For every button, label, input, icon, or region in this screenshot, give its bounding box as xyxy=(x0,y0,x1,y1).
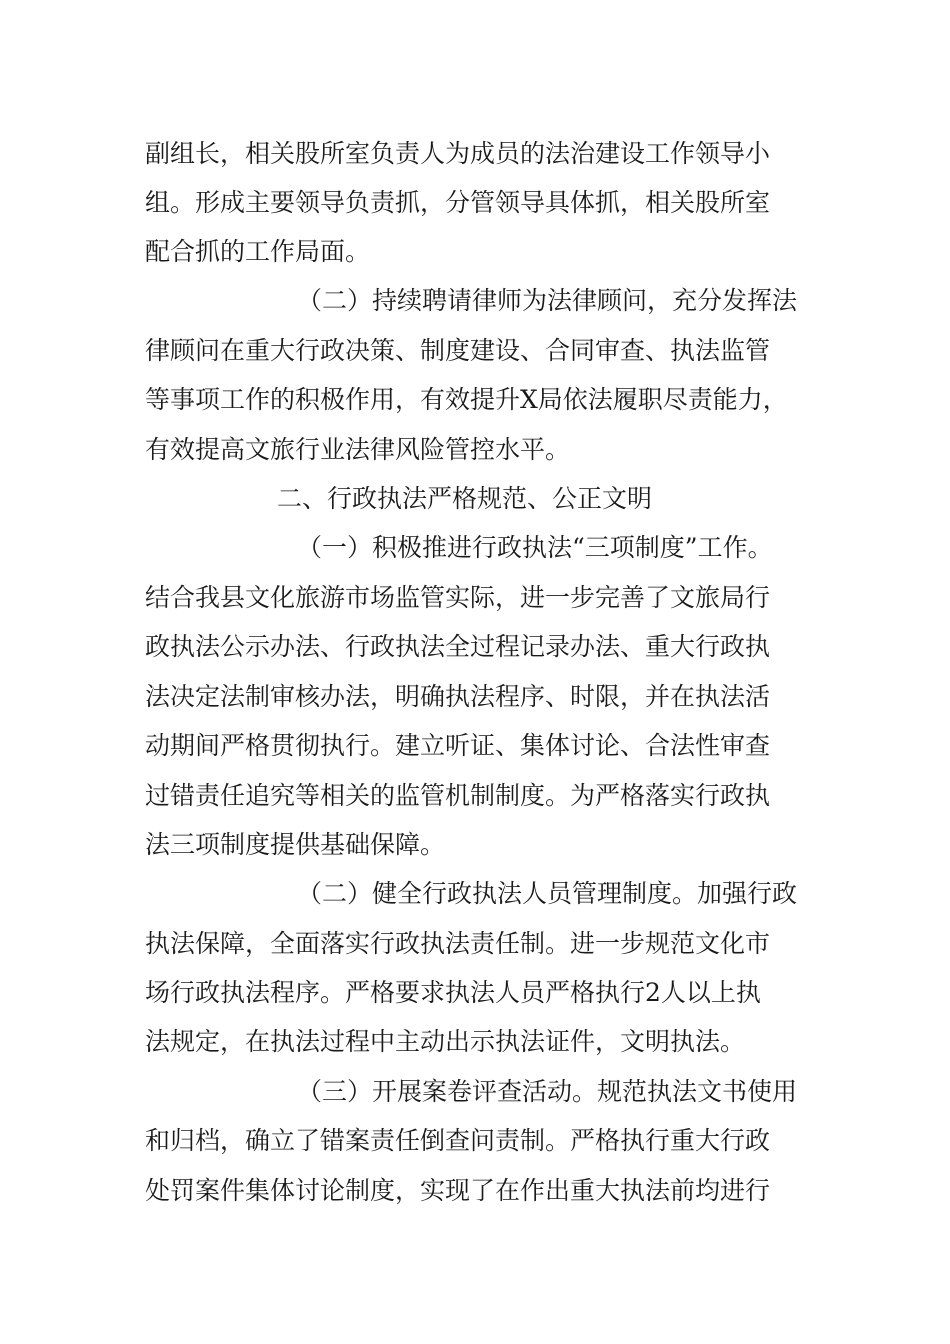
text-line: 法决定法制审核办法，明确执法程序、时限，并在执法活 xyxy=(145,682,771,711)
section-heading: 二、行政执法严格规范、公正文明 xyxy=(277,484,653,513)
paragraph-start-line: （二）持续聘请律师为法律顾问，充分发挥法 xyxy=(297,286,798,315)
text-line: 法三项制度提供基础保障。 xyxy=(145,830,446,859)
paragraph-start-line: （二）健全行政执法人员管理制度。加强行政 xyxy=(297,879,798,908)
text-line: 律顾问在重大行政决策、制度建设、合同审查、执法监管 xyxy=(145,336,771,365)
text-line: 和归档，确立了错案责任倒查问责制。严格执行重大行政 xyxy=(145,1126,771,1155)
text-line: 场行政执法程序。严格要求执法人员严格执行2人以上执 xyxy=(145,978,761,1007)
text-line: 政执法公示办法、行政执法全过程记录办法、重大行政执 xyxy=(145,632,771,661)
text-line: 副组长，相关股所室负责人为成员的法治建设工作领导小 xyxy=(145,139,771,168)
text-line: 结合我县文化旅游市场监管实际，进一步完善了文旅局行 xyxy=(145,583,771,612)
text-line: 处罚案件集体讨论制度，实现了在作出重大执法前均进行 xyxy=(145,1176,771,1205)
paragraph-start-line: （一）积极推进行政执法“三项制度”工作。 xyxy=(297,533,773,562)
paragraph-start-line: （三）开展案卷评查活动。规范执法文书使用 xyxy=(297,1077,798,1106)
text-line: 动期间严格贯彻执行。建立听证、集体讨论、合法性审查 xyxy=(145,731,771,760)
text-line: 执法保障，全面落实行政执法责任制。进一步规范文化市 xyxy=(145,929,771,958)
text-line: 过错责任追究等相关的监管机制制度。为严格落实行政执 xyxy=(145,781,771,810)
text-line: 组。形成主要领导负责抓，分管领导具体抓，相关股所室 xyxy=(145,188,771,217)
text-line: 法规定，在执法过程中主动出示执法证件，文明执法。 xyxy=(145,1027,746,1056)
text-line: 有效提高文旅行业法律风险管控水平。 xyxy=(145,435,571,464)
text-line: 等事项工作的积极作用，有效提升X局依法履职尽责能力， xyxy=(145,385,788,414)
text-line: 配合抓的工作局面。 xyxy=(145,237,371,266)
